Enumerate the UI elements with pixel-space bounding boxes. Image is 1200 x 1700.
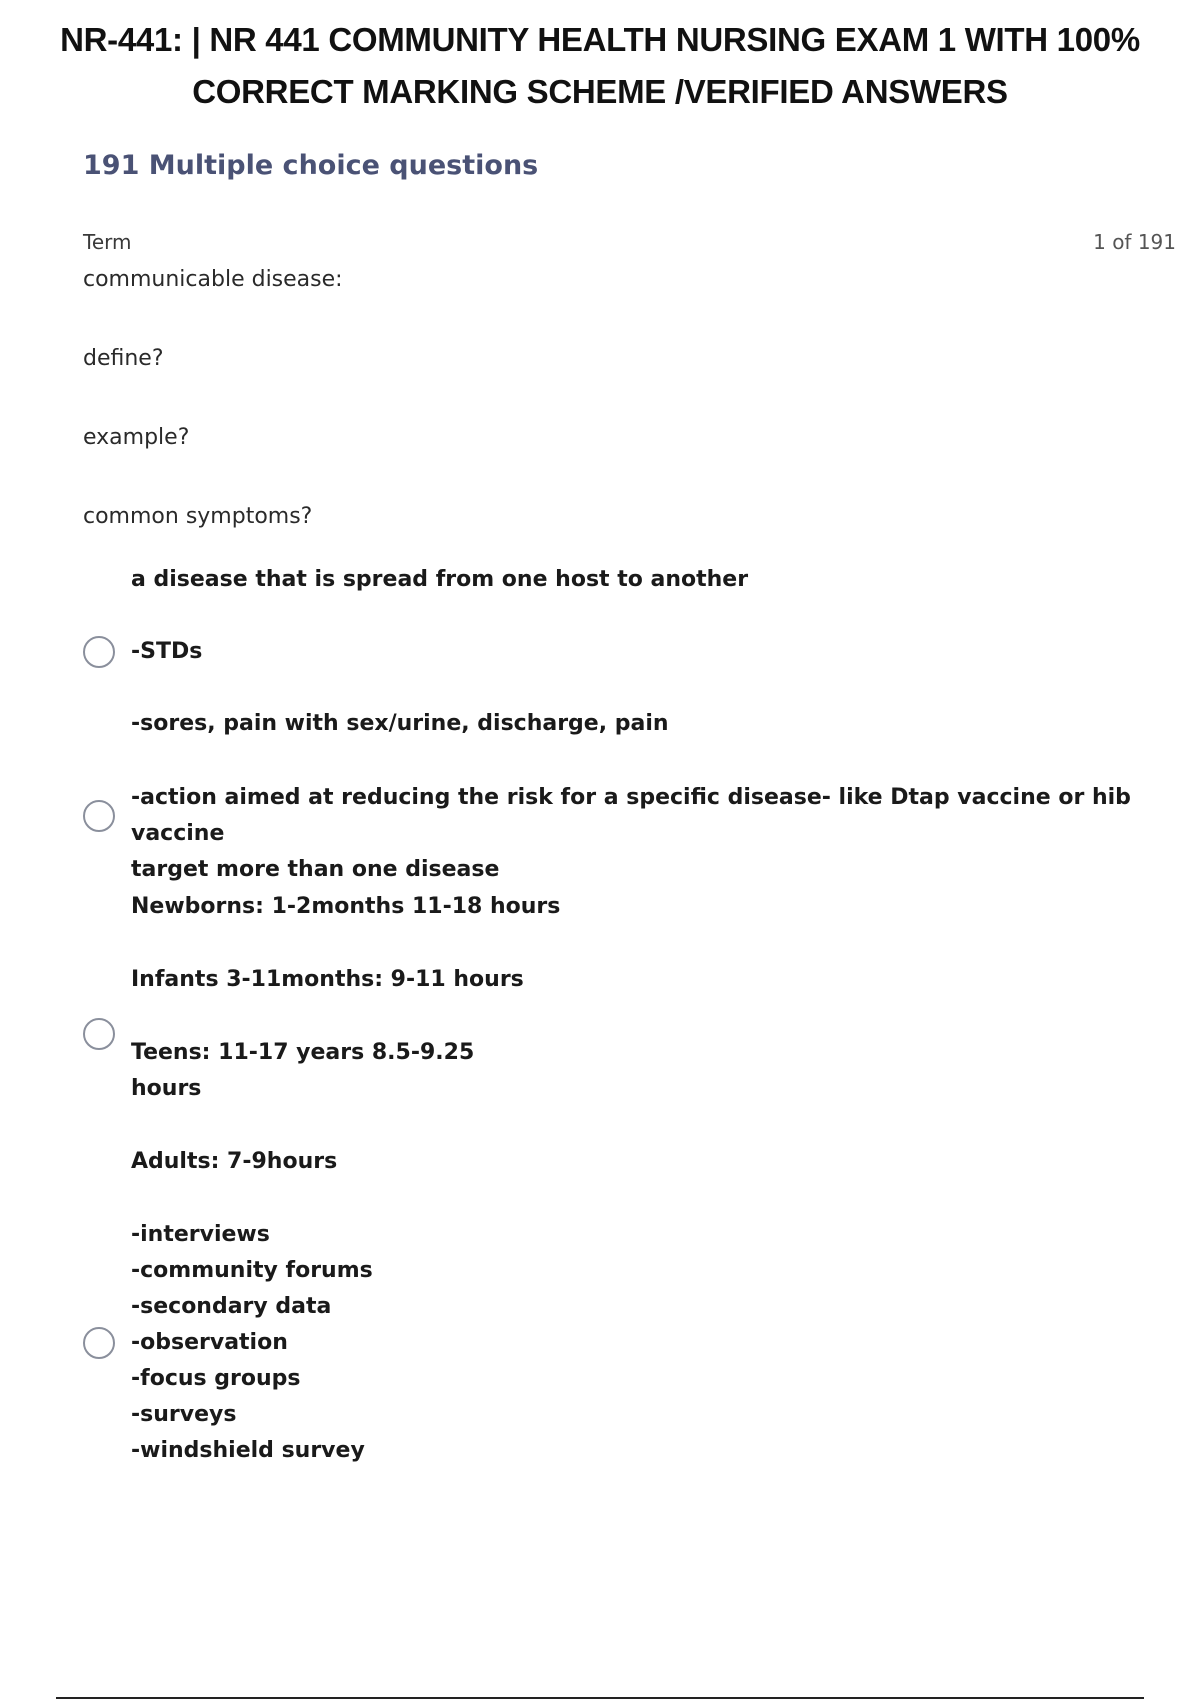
option-3-text[interactable]: Adults: 7-9hours [131, 1149, 338, 1174]
option-1-text[interactable]: -STDs [131, 639, 203, 664]
footer-divider [56, 1697, 1144, 1699]
question-counter: 1 of 191 [1093, 230, 1176, 254]
option-2-text[interactable]: -action aimed at reducing the risk for a specific disease- like Dtap vaccine or hib vaccine target more than one disease [131, 785, 1131, 882]
option-1-text[interactable]: a disease that is spread from one host to another [131, 567, 749, 592]
question-prompt-line: define? [83, 346, 164, 371]
option-3-text[interactable]: Infants 3-11months: 9-11 hours [131, 967, 524, 992]
option-2-radio[interactable] [83, 800, 115, 832]
option-3-text[interactable]: Newborns: 1-2months 11-18 hours [131, 894, 561, 919]
option-4-radio[interactable] [83, 1327, 115, 1359]
question-prompt-line: common symptoms? [83, 504, 313, 529]
option-3-text[interactable]: Teens: 11-17 years 8.5-9.25 hours [131, 1040, 475, 1101]
question-prompt-line: example? [83, 425, 190, 450]
option-1-radio[interactable] [83, 636, 115, 668]
document-title: NR-441: | NR 441 COMMUNITY HEALTH NURSING EXAM 1 WITH 100% CORRECT MARKING SCHEME /VERIFIED ANSWERS [60, 21, 1140, 110]
section-heading: 191 Multiple choice questions [83, 150, 539, 181]
question-prompt-line: communicable disease: [83, 267, 343, 292]
option-1-text[interactable]: -sores, pain with sex/urine, discharge, pain [131, 711, 669, 736]
option-4-text[interactable]: -interviews -community forums -secondary data -observation -focus groups -surveys -windshield survey [131, 1222, 373, 1463]
option-3-radio[interactable] [83, 1018, 115, 1050]
term-label: Term [83, 230, 132, 254]
